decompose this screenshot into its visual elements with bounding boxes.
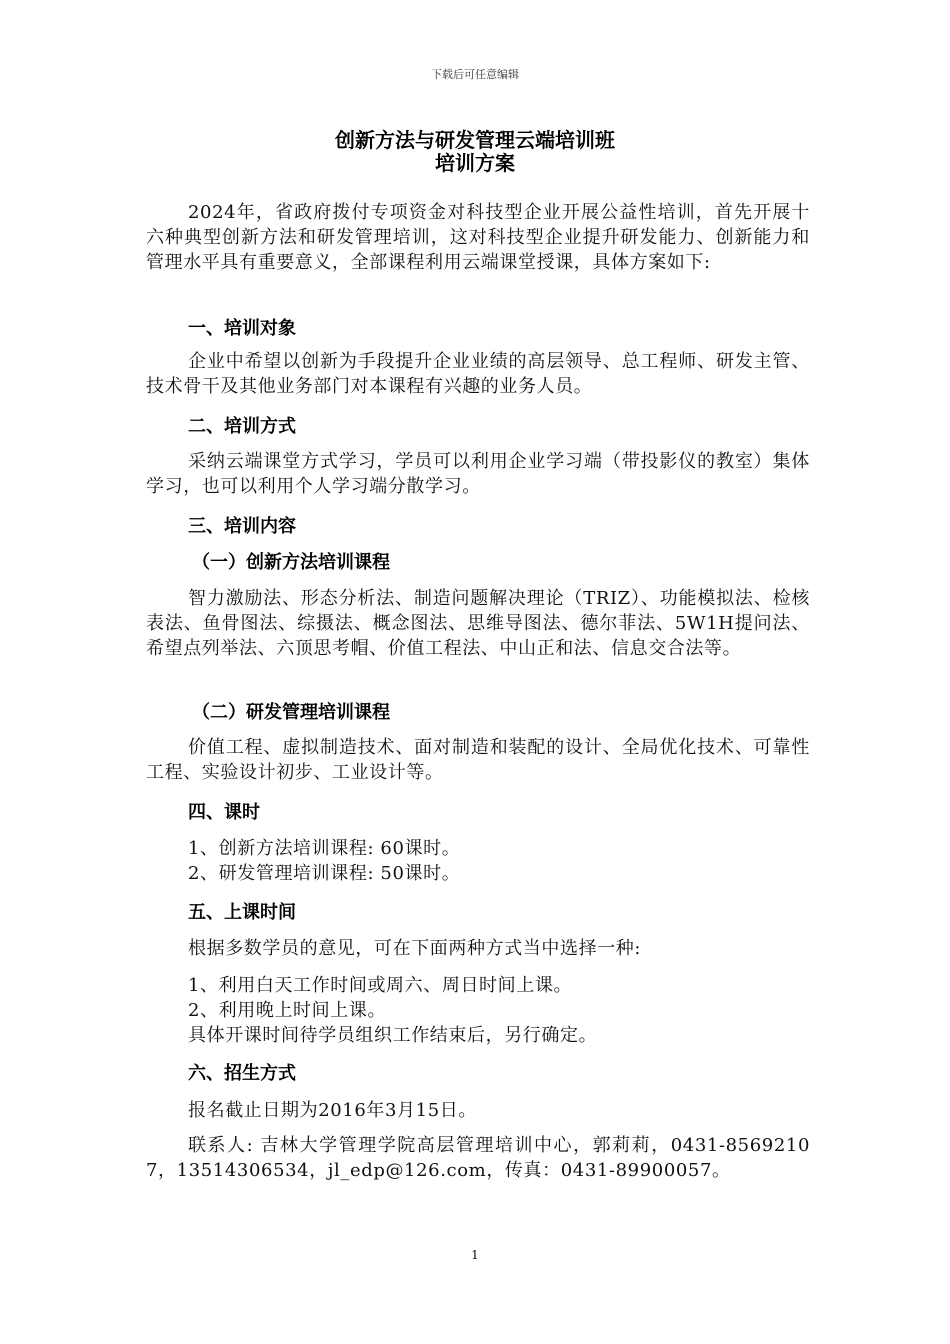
section-body-1: 企业中希望以创新为手段提升企业业绩的高层领导、总工程师、研发主管、技术骨干及其他业务部门对本课程有兴趣的业务人员。 — [146, 351, 810, 397]
document-subtitle: 培训方案 — [435, 151, 515, 175]
schedule-option-2: 2、利用晚上时间上课。 — [188, 1000, 387, 1021]
subsection-body-2: 价值工程、虚拟制造技术、面对制造和装配的设计、全局优化技术、可靠性工程、实验设计初步、工业设计等。 — [146, 737, 810, 783]
subsection-heading-1: （一）创新方法培训课程 — [192, 552, 390, 573]
section-heading-2: 二、培训方式 — [188, 416, 296, 437]
registration-deadline: 报名截止日期为2016年3月15日。 — [188, 1100, 477, 1121]
section-heading-6: 六、招生方式 — [188, 1063, 296, 1084]
section-heading-5: 五、上课时间 — [188, 902, 296, 923]
subsection-heading-2: （二）研发管理培训课程 — [192, 702, 390, 723]
contact-paragraph: 联系人: 吉林大学管理学院高层管理培训中心，郭莉莉，0431-85692107，13514306534，jl_edp@126.com，传真：0431-89900057。 — [146, 1135, 810, 1181]
document-title: 创新方法与研发管理云端培训班 — [335, 128, 615, 152]
section-heading-4: 四、课时 — [188, 802, 260, 823]
header-note: 下载后可任意编辑 — [431, 68, 519, 81]
schedule-option-1: 1、利用白天工作时间或周六、周日时间上课。 — [188, 975, 573, 996]
section-heading-1: 一、培训对象 — [188, 318, 296, 339]
class-hours-line-2: 2、研发管理培训课程: 50课时。 — [188, 863, 461, 884]
page-number: 1 — [471, 1248, 479, 1262]
subsection-body-1: 智力激励法、形态分析法、制造问题解决理论（TRIZ）、功能模拟法、检核表法、鱼骨图法、综摄法、概念图法、思维导图法、德尔菲法、5W1H提问法、希望点列举法、六顶思考帽、价值工程法、中山正和法、信息交合法等。 — [146, 588, 810, 659]
section-heading-3: 三、培训内容 — [188, 516, 296, 537]
schedule-note: 具体开课时间待学员组织工作结束后，另行确定。 — [188, 1025, 598, 1046]
schedule-intro: 根据多数学员的意见，可在下面两种方式当中选择一种: — [188, 938, 642, 959]
intro-paragraph: 2024年，省政府拨付专项资金对科技型企业开展公益性培训，首先开展十六种典型创新方法和研发管理培训，这对科技型企业提升研发能力、创新能力和管理水平具有重要意义，全部课程利用云端课堂授课，具体方案如下: — [146, 202, 810, 273]
class-hours-line-1: 1、创新方法培训课程: 60课时。 — [188, 838, 461, 859]
section-body-2: 采纳云端课堂方式学习，学员可以利用企业学习端（带投影仪的教室）集体学习，也可以利用个人学习端分散学习。 — [146, 451, 810, 497]
